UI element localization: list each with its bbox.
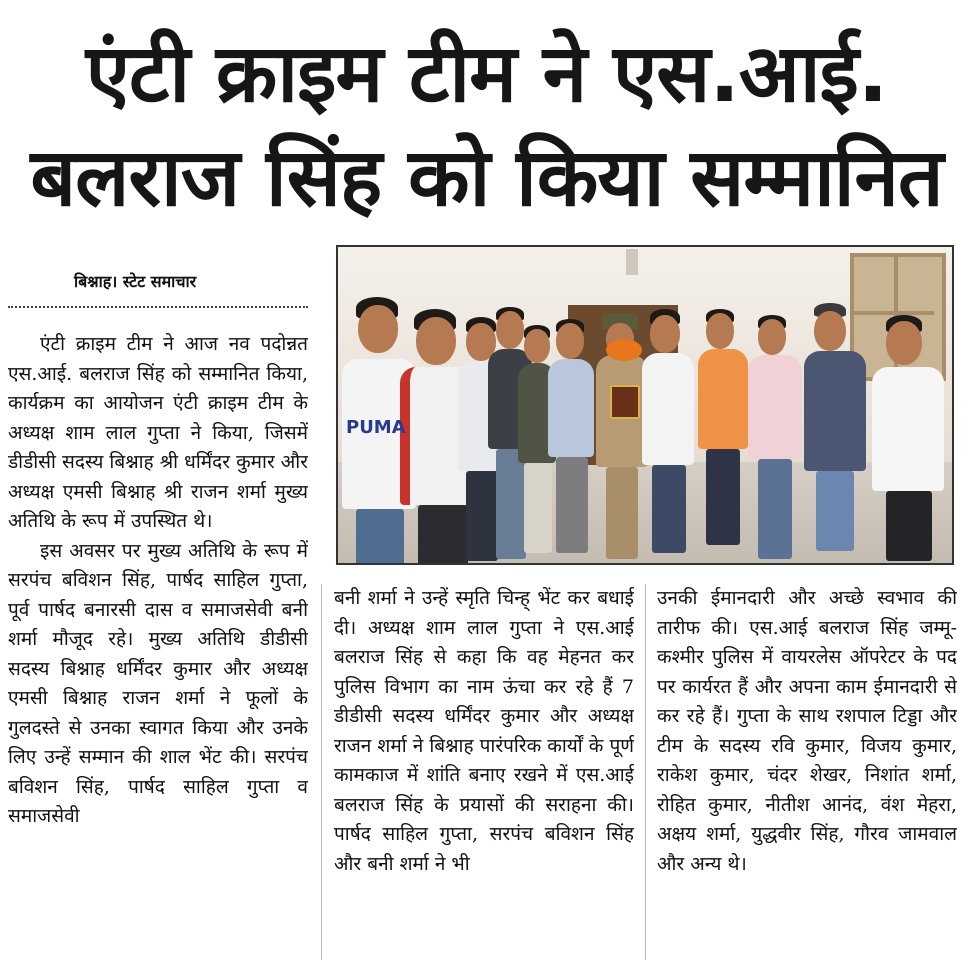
flower-garland xyxy=(606,339,642,361)
dateline-divider xyxy=(8,306,308,308)
headline-line-2: बलराज सिंह को किया सम्मानित xyxy=(30,131,943,224)
article-paragraph: उनकी ईमानदारी और अच्छे स्वभाव की तारीफ की। एस.आई बलराज सिंह जम्मू-कश्मीर पुलिस में वायरलेस ऑपरेटर के पद पर कार्यरत हैं और अपना काम ईमानदारी से कर रहे हैं। गुप्ता के साथ रशपाल टिड्डा और टीम के सदस्य रवि कुमार, विजय कुमार, राकेश कुमार, चंदर शेखर, निशांत शर्मा, रोहित कुमार, नीतीश आनंद, वंश मेहरा, अक्षय शर्मा, युद्धवीर सिंह, गौरव जामवाल और अन्य थे। xyxy=(657,587,957,875)
article-paragraph: एंटी क्राइम टीम ने आज नव पदोन्नत एस.आई. बलराज सिंह को सम्मानित किया, कार्यक्रम का आयोजन एंटी क्राइम टीम के अध्यक्ष शाम लाल गुप्ता ने किया, जिसमें डीडीसी सदस्य बिश्नाह श्री धर्मिंदर कुमार और अध्यक्ष एमसी बिश्नाह श्री राजन शर्मा मुख्य अतिथि के रूप में उपस्थित थे। xyxy=(8,333,308,532)
shirt-logo-text: PUMA xyxy=(346,417,406,438)
article-paragraph: बनी शर्मा ने उन्हें स्मृति चिन्ह् भेंट कर बधाई दी। अध्यक्ष शाम लाल गुप्ता ने एस.आई बलराज सिंह से कहा कि वह मेहनत कर पुलिस विभाग का नाम ऊंचा कर रहे हैं 7 डीडीसी सदस्य धर्मिंदर कुमार और अध्यक्ष राजन शर्मा ने बिश्नाह पारंपरिक कार्यों के पूर्ण कामकाज में शांति बनाए रखने में एस.आई बलराज सिंह के प्रयासों की सराहना की। पार्षद साहिल गुप्ता, सरपंच बविशन सिंह और बनी शर्मा ने भी xyxy=(334,587,634,875)
photo-lamp xyxy=(626,249,638,275)
article-paragraph: इस अवसर पर मुख्य अतिथि के रूप में सरपंच बविशन सिंह, पार्षद साहिल गुप्ता, पूर्व पार्षद बनारसी दास व समाजसेवी बनी शर्मा मौजूद रहे। मुख्य अतिथि डीडीसी सदस्य बिश्नाह धर्मिंदर कुमार और अध्यक्ष एमसी बिश्नाह राजन शर्मा ने फूलों के गुलदस्ते से उनका स्वागत किया और उनके लिए उन्हें सम्मान की शाल भेंट की। सरपंच बविशन सिंह, पार्षद साहिल गुप्ता व समाजसेवी xyxy=(8,539,308,827)
news-photo xyxy=(336,245,954,565)
article-column-3 xyxy=(657,584,957,962)
memento-plaque xyxy=(610,385,640,419)
article-column-1 xyxy=(8,330,308,962)
dateline: बिश्नाह। स्टेट समाचार xyxy=(74,272,197,291)
article-column-2 xyxy=(334,584,634,962)
column-divider xyxy=(645,584,646,960)
headline-line-1: एंटी क्राइम टीम ने एस.आई. xyxy=(85,27,888,120)
column-divider xyxy=(321,584,322,960)
